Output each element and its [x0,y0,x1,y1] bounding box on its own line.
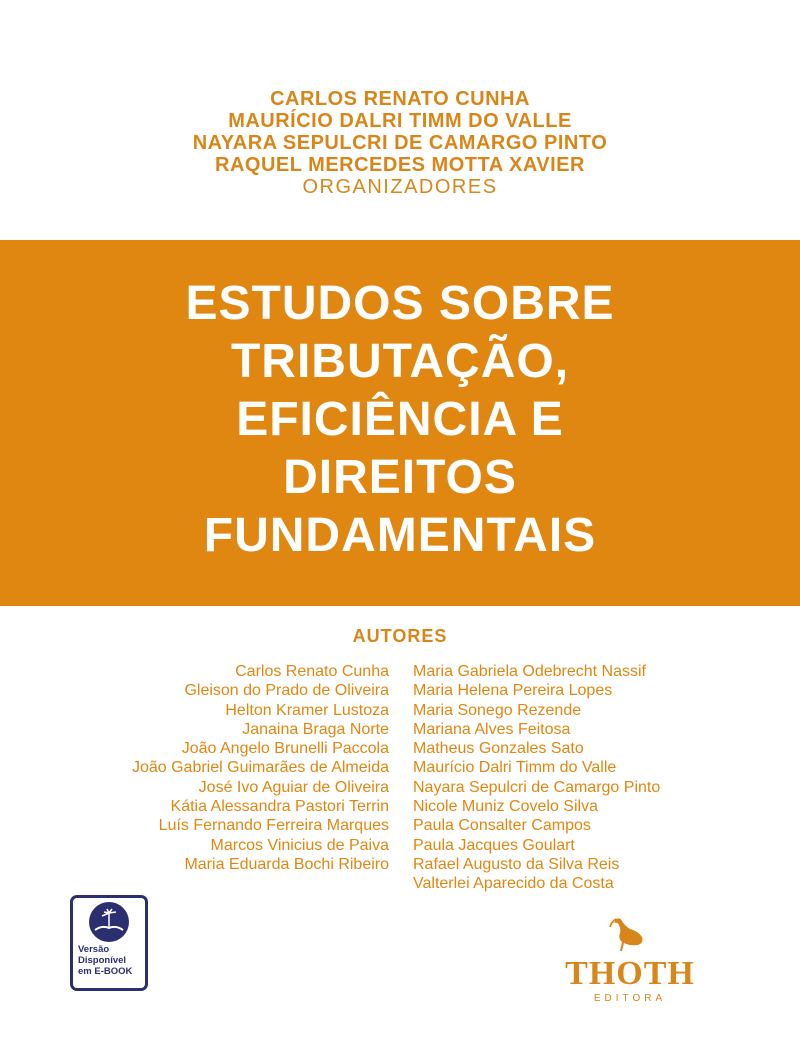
author-name: Maria Gabriela Odebrecht Nassif [413,663,646,680]
author-name: Janaina Braga Norte [242,720,389,738]
author-name: Gleison do Prado de Oliveira [184,682,389,700]
organizers-block [0,88,800,198]
title-line: ESTUDOS SOBRE [185,277,615,330]
publisher-subtitle: EDITORA [593,993,667,1004]
title-line: TRIBUTAÇÃO, [230,335,570,388]
author-name: Maria Eduarda Bochi Ribeiro [184,855,389,873]
authors-list-right [413,662,660,894]
author-name: Mariana Alves Feitosa [413,720,571,738]
author-name: Paula Jacques Goulart [413,836,575,854]
ebook-badge-line: Versão [78,944,110,955]
ebook-badge [70,895,148,991]
authors-list-left [132,662,389,874]
organizer-name: MAURÍCIO DALRI TIMM DO VALLE [228,110,572,132]
author-name: Nicole Muniz Covelo Silva [413,798,598,816]
author-name: João Angelo Brunelli Paccola [181,740,389,758]
title-line: DIREITOS [283,451,517,504]
author-name: Helton Kramer Lustoza [225,701,389,719]
author-name: José Ivo Aguiar de Oliveira [198,778,389,796]
open-book-icon [85,900,133,944]
author-name: Marcos Vinicius de Paiva [210,836,389,854]
organizer-name: NAYARA SEPULCRI DE CAMARGO PINTO [192,132,608,154]
author-name: Maurício Dalri Timm do Valle [413,759,617,777]
ebook-badge-line: Disponível [78,955,127,966]
author-name: Valterlei Aparecido da Costa [413,875,614,893]
ibis-bird-icon [608,915,652,955]
author-name: João Gabriel Guimarães de Almeida [131,759,389,777]
title-line: EFICIÊNCIA E [236,393,564,446]
author-name: Kátia Alessandra Pastori Terrin [170,798,389,816]
author-name: Paula Consalter Campos [413,817,591,835]
organizers-role: ORGANIZADORES [302,176,498,198]
organizer-name: CARLOS RENATO CUNHA [270,88,530,110]
ebook-badge-line: em E-BOOK [78,966,133,977]
author-name: Nayara Sepulcri de Camargo Pinto [413,778,661,796]
authors-heading: AUTORES [352,626,448,646]
author-name: Luís Fernando Ferreira Marques [158,817,389,835]
author-name: Maria Sonego Rezende [413,701,582,719]
ebook-badge-text [78,944,132,977]
author-name: Carlos Renato Cunha [235,663,389,680]
author-name: Matheus Gonzales Sato [413,740,584,758]
author-name: Maria Helena Pereira Lopes [413,682,613,700]
author-name: Rafael Augusto da Silva Reis [413,855,620,873]
publisher-logo [550,915,710,1005]
organizer-name: RAQUEL MERCEDES MOTTA XAVIER [215,154,585,176]
title-line: FUNDAMENTAIS [203,509,597,562]
book-title [0,275,800,565]
publisher-name: THOTH [565,955,695,992]
